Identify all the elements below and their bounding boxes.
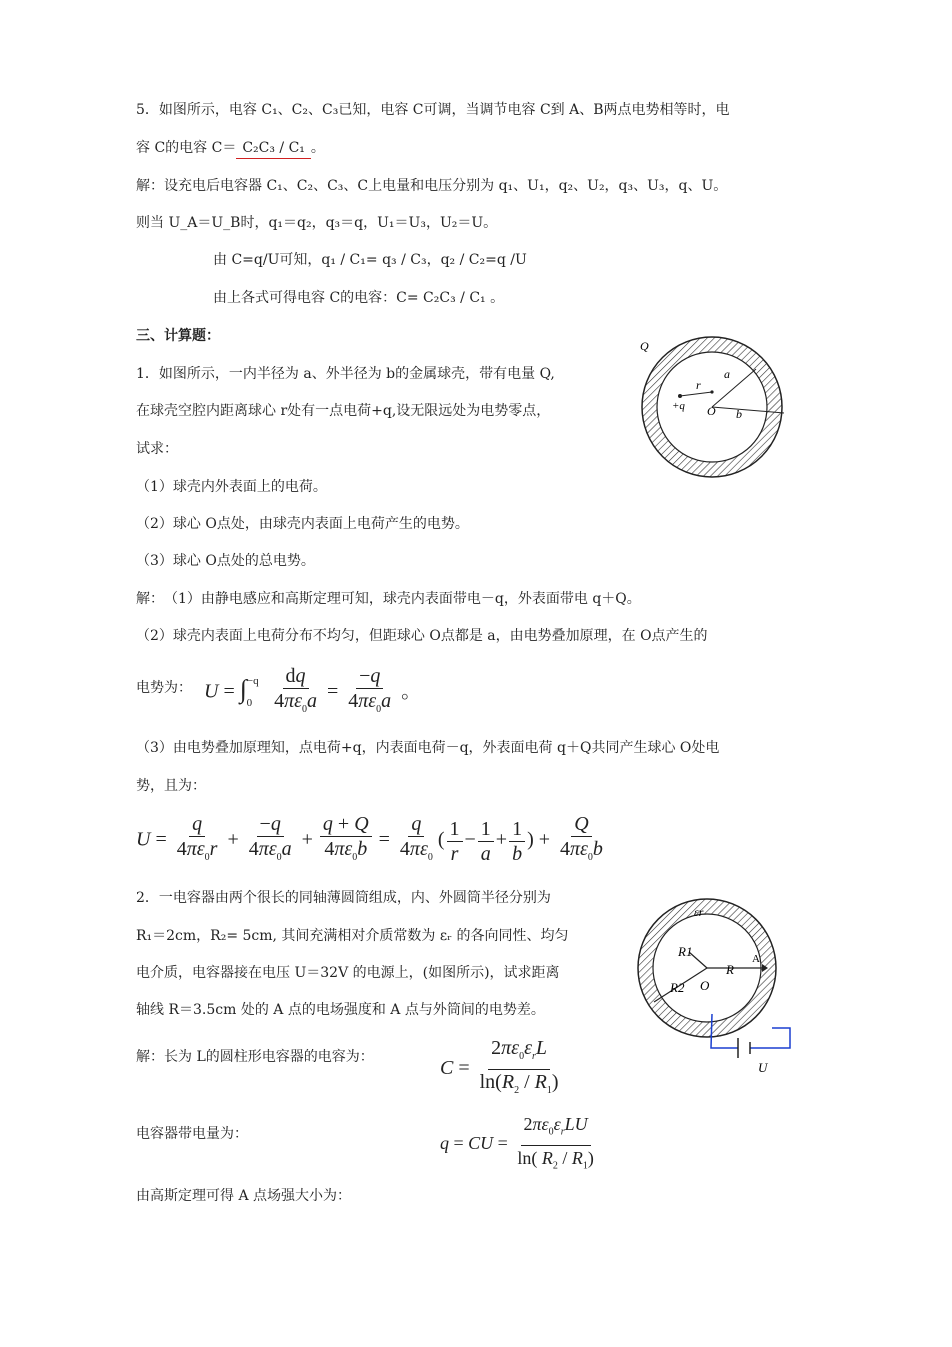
label-b: b xyxy=(736,407,742,421)
label-q: +q xyxy=(672,400,685,412)
p1-potential-label: 电势为： xyxy=(136,680,192,696)
p2-solution-3: 由高斯定理可得 A 点场强大小为： xyxy=(136,1188,352,1204)
p2-solution-1: 解：长为 L的圆柱形电容器的电容为： xyxy=(136,1049,374,1065)
p1-answer-2: （2）球壳内表面上电荷分布不均匀，但距球心 O点都是 a，由电势叠加原理，在 O点产生的 xyxy=(136,628,708,644)
p2-stem-3: 电介质，电容器接在电压 U＝32V 的电源上，(如图所示)，试求距离 xyxy=(136,965,560,981)
p2-stem-2: R₁＝2cm，R₂= 5cm, 其间充满相对介质常数为 εᵣ 的各向同性、均匀 xyxy=(136,928,569,944)
spherical-shell-figure xyxy=(632,335,792,490)
q5-solution-1: 解：设充电后电容器 C₁、C₂、C₃、C上电量和电压分别为 q₁、U₁，q₂、U₂，q₃、U₃，q、U。 xyxy=(136,178,728,194)
p2-stem-1: 2．一电容器由两个很长的同轴薄圆筒组成，内、外圆筒半径分别为 xyxy=(136,890,551,906)
section-title: 三、计算题： xyxy=(136,328,220,344)
label-R2: R2 xyxy=(670,980,685,995)
label-U: U xyxy=(758,1060,768,1075)
p1-question-1: （1）球壳内外表面上的电荷。 xyxy=(136,479,327,495)
p1-answer-3: （3）由电势叠加原理知，点电荷+q，内表面电荷－q，外表面电荷 q＋Q共同产生球心 O处电 xyxy=(136,740,720,756)
equation-total-potential: U = $\frac{q}{4\pi\varepsilon_0r}$ + $\frac{-q}{4\pi\varepsilon_0a}$ + $\frac{q + Q}{4\pi\varepsilon_0b}$ = $\frac{q}{4\pi\varepsilon_0}$ ( $\frac{1}{r}$ − $\frac{1}{a}$ + $\frac{1}{b}$ ) + $\frac{Q}{4\pi\varepsilon_0b}$ xyxy=(136,813,603,865)
cylindrical-capacitor-figure xyxy=(634,892,804,1082)
p1-stem-1: 1．如图所示，一内半径为 a、外半径为 b的金属球壳，带有电量 Q, xyxy=(136,366,555,382)
p1-answer-3b: 势，且为： xyxy=(136,778,206,794)
label-a: a xyxy=(724,367,730,381)
q5-solution-3: 由 C=q/U可知，q₁ / C₁= q₃ / C₃，q₂ / C₂=q /U xyxy=(213,252,527,268)
q5-line2-prefix: 容 C的电容 C＝ xyxy=(136,140,237,156)
p1-answer-1: 解： （1）由静电感应和高斯定理可知，球壳内表面带电－q，外表面带电 q＋Q。 xyxy=(136,591,641,607)
label-r: r xyxy=(696,378,701,392)
q5-answer: C₂C₃ / C₁ xyxy=(236,138,311,159)
label-O: O xyxy=(707,404,716,418)
equation-inner-potential: U = ∫$^{-q}_0$ $\frac{dq}{4\pi\varepsilon_0a}$ = $\frac{-q}{4\pi\varepsilon_0a}$ 。 xyxy=(204,665,422,715)
label-R: R xyxy=(726,962,734,977)
p2-solution-2: 电容器带电量为： xyxy=(136,1126,248,1142)
equation-capacitance: C = $\frac{2\pi\varepsilon_0\varepsilon_rL}{\ln(R_2 / R_1)}$ xyxy=(440,1037,559,1096)
p1-stem-2: 在球壳空腔内距离球心 r处有一点电荷+q,设无限远处为电势零点， xyxy=(136,403,551,419)
q5-line2 xyxy=(136,138,325,159)
q5-solution-2: 则当 U_A＝U_B时，q₁＝q₂，q₃＝q，U₁＝U₃，U₂＝U。 xyxy=(136,215,498,231)
p2-stem-4: 轴线 R＝3.5cm 处的 A 点的电场强度和 A 点与外筒间的电势差。 xyxy=(136,1002,545,1018)
q5-line2-suffix: 。 xyxy=(310,140,325,156)
label-O2: O xyxy=(700,978,710,993)
label-A: A xyxy=(752,953,760,965)
label-epsilon: εr xyxy=(694,905,704,919)
label-Q: Q xyxy=(640,339,649,353)
equation-charge: q = CU = $\frac{2\pi\varepsilon_0\varepsilon_rLU}{\ln( R_2 / R_1)}$ xyxy=(440,1114,594,1172)
p1-stem-3: 试求： xyxy=(136,441,178,457)
q5-line1: 5．如图所示，电容 C₁、C₂、C₃已知，电容 C可调，当调节电容 C到 A、B两点电势相等时，电 xyxy=(136,102,730,118)
q5-solution-4: 由上各式可得电容 C的电容：C= C₂C₃ / C₁ 。 xyxy=(213,290,505,306)
p1-question-3: （3）球心 O点处的总电势。 xyxy=(136,553,315,569)
p1-question-2: （2）球心 O点处，由球壳内表面上电荷产生的电势。 xyxy=(136,516,469,532)
label-R1: R1 xyxy=(678,944,693,959)
